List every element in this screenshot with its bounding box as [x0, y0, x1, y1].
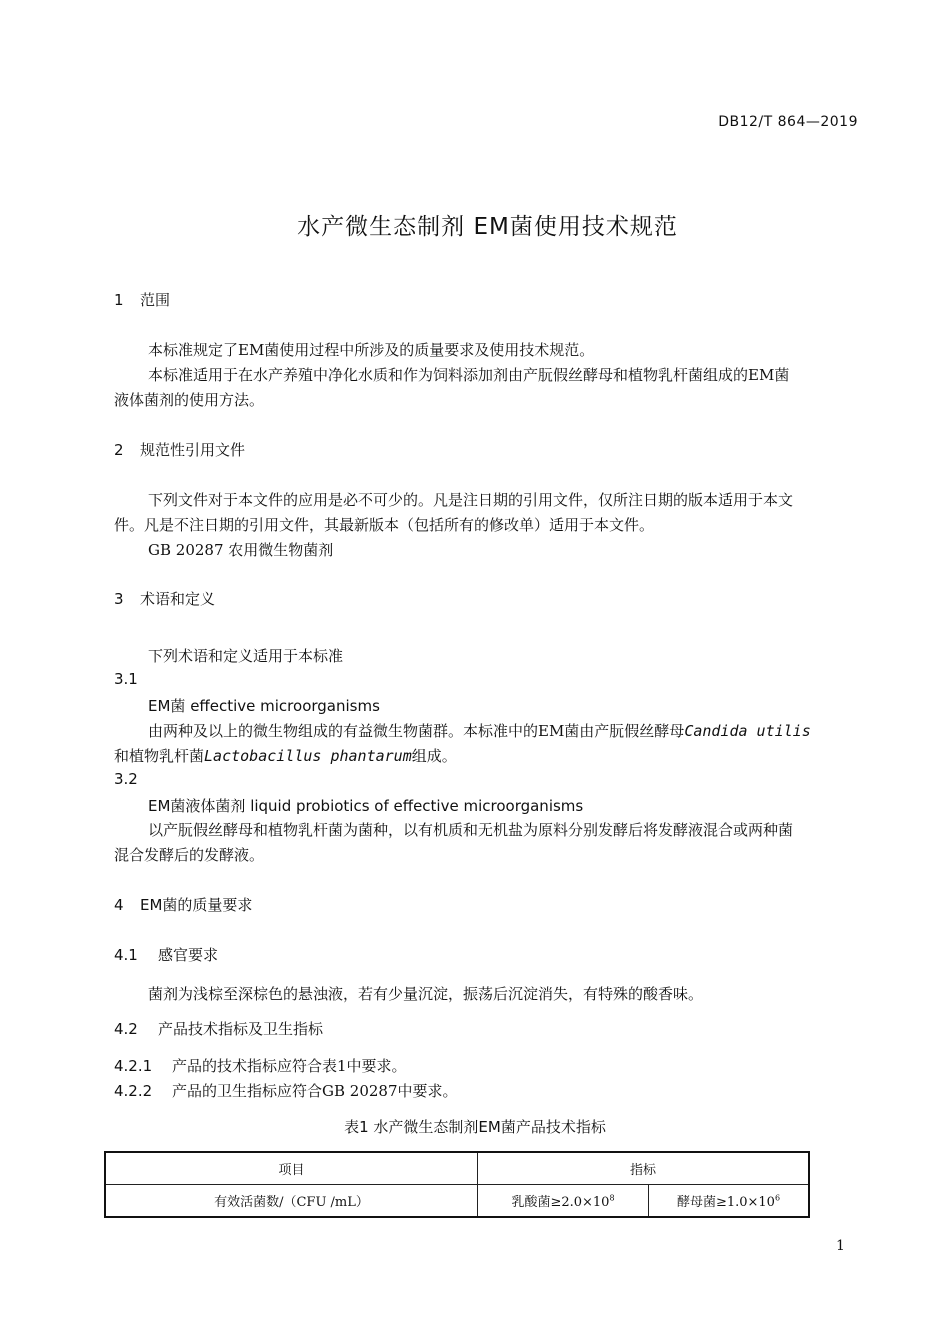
- paragraph: 本标准规定了EM菌使用过程中所涉及的质量要求及使用技术规范。: [148, 341, 595, 359]
- paragraph: 下列文件对于本文件的应用是必不可少的。凡是注日期的引用文件，仅所注日期的版本适用于本文: [148, 491, 794, 509]
- section-number: 4: [114, 896, 124, 914]
- section-number: 1: [114, 291, 124, 309]
- definition-text: 由两种及以上的微生物组成的有益微生物菌群。本标准中的EM菌由产朊假丝酵母: [148, 722, 685, 740]
- section-title: 术语和定义: [140, 590, 216, 608]
- subsection-4-2-heading: [114, 1018, 323, 1039]
- table-row: [105, 1185, 809, 1218]
- clause-number: 4.2.1: [114, 1057, 153, 1075]
- table-header-cell: 指标: [478, 1152, 810, 1185]
- term-definition: 混合发酵后的发酵液。: [114, 846, 265, 864]
- spec-table: [104, 1151, 810, 1218]
- term-definition: 以产朊假丝酵母和植物乳杆菌为菌种，以有机质和无机盐为原料分别发酵后将发酵液混合或两种菌: [148, 821, 794, 839]
- table-cell-item: 有效活菌数/（CFU /mL）: [105, 1185, 478, 1218]
- species-name: Candida utilis: [684, 722, 811, 740]
- term-name: EM菌液体菌剂 liquid probiotics of effective microorganisms: [148, 797, 584, 815]
- section-number: 3: [114, 590, 124, 608]
- term-definition: [148, 720, 811, 741]
- clause-4-2-2: [114, 1080, 458, 1101]
- paragraph: 菌剂为浅棕至深棕色的悬浊液，若有少量沉淀，振荡后沉淀消失，有特殊的酸香味。: [148, 985, 704, 1003]
- page-number: 1: [836, 1238, 845, 1254]
- table-header-row: [105, 1152, 809, 1185]
- section-title: 感官要求: [158, 946, 219, 964]
- table-cell-value: [649, 1185, 810, 1218]
- value-text: 乳酸菌≥2.0×10: [511, 1195, 610, 1210]
- section-number: 4.2: [114, 1020, 138, 1038]
- clause-4-2-1: [114, 1055, 407, 1076]
- table-header-cell: 项目: [105, 1152, 478, 1185]
- clause-text: 产品的卫生指标应符合GB 20287中要求。: [172, 1082, 458, 1100]
- definition-text: 和植物乳杆菌: [114, 747, 205, 765]
- section-title: EM菌的质量要求: [140, 896, 253, 914]
- paragraph: 本标准适用于在水产养殖中净化水质和作为饲料添加剂由产朊假丝酵母和植物乳杆菌组成的EM菌: [148, 366, 790, 384]
- term-definition: [114, 745, 457, 766]
- definition-text: 组成。: [411, 747, 457, 765]
- section-title: 产品技术指标及卫生指标: [158, 1020, 324, 1038]
- section-2-heading: [114, 439, 245, 460]
- value-text: 酵母菌≥1.0×10: [676, 1195, 775, 1210]
- species-name: Lactobacillus phantarum: [204, 747, 412, 765]
- document-code: DB12/T 864—2019: [718, 114, 858, 130]
- term-number: 3.1: [114, 670, 138, 688]
- normative-reference: GB 20287 农用微生物菌剂: [148, 541, 334, 559]
- subsection-4-1-heading: [114, 944, 218, 965]
- table-cell-value: [478, 1185, 649, 1218]
- section-1-heading: [114, 289, 170, 310]
- section-4-heading: [114, 894, 252, 915]
- section-title: 范围: [140, 291, 171, 309]
- section-3-heading: [114, 588, 215, 609]
- paragraph: 下列术语和定义适用于本标准: [148, 647, 344, 665]
- term-name: EM菌 effective microorganisms: [148, 697, 380, 715]
- table-caption: 表1 水产微生态制剂EM菌产品技术指标: [344, 1118, 606, 1136]
- paragraph: 液体菌剂的使用方法。: [114, 391, 265, 409]
- clause-number: 4.2.2: [114, 1082, 153, 1100]
- paragraph: 件。凡是不注日期的引用文件，其最新版本（包括所有的修改单）适用于本文件。: [114, 516, 655, 534]
- section-title: 规范性引用文件: [140, 441, 246, 459]
- section-number: 2: [114, 441, 124, 459]
- section-number: 4.1: [114, 946, 138, 964]
- exponent: 6: [774, 1193, 781, 1203]
- term-number: 3.2: [114, 770, 138, 788]
- exponent: 8: [609, 1193, 615, 1203]
- clause-text: 产品的技术指标应符合表1中要求。: [172, 1057, 407, 1075]
- page-title: 水产微生态制剂 EM菌使用技术规范: [297, 214, 678, 240]
